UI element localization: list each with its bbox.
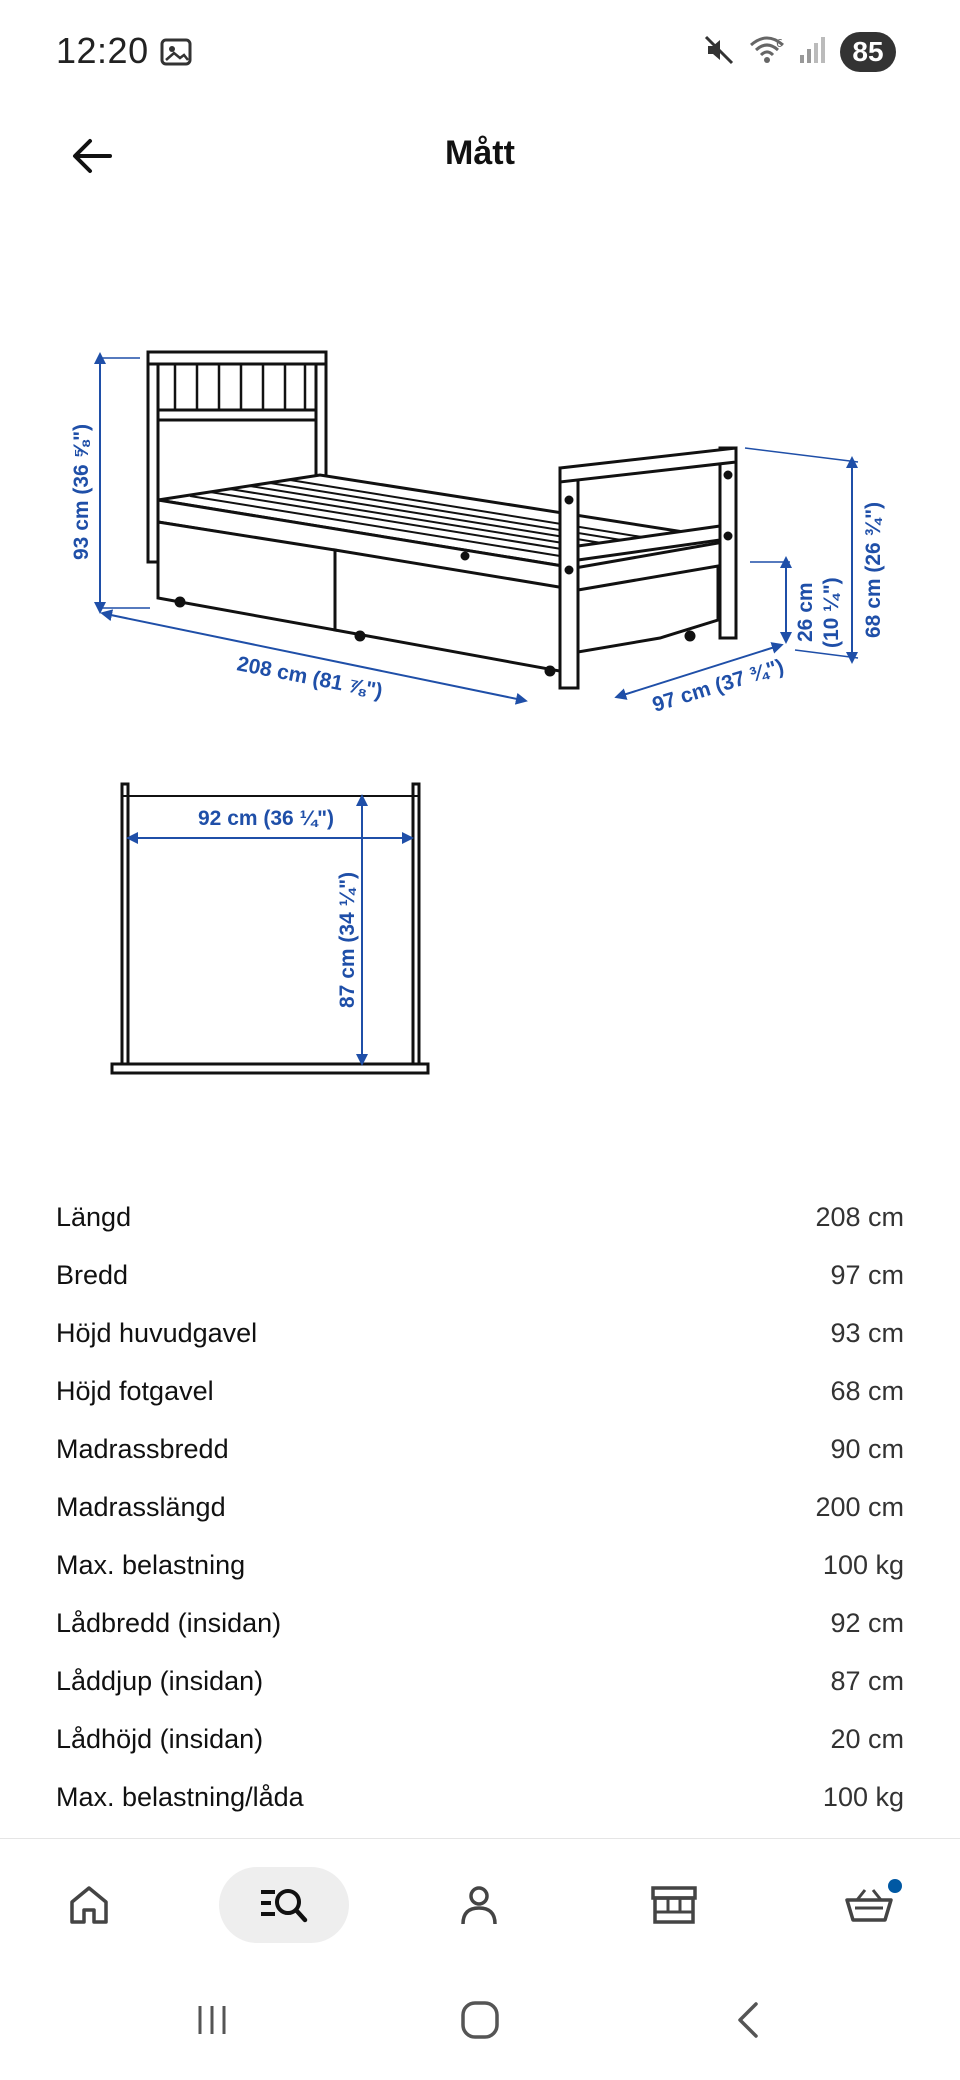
cart-icon bbox=[843, 1882, 895, 1928]
dim-drawer-inner-width: 92 cm (36 ¼") bbox=[198, 807, 335, 830]
spec-value: 90 cm bbox=[830, 1433, 904, 1464]
cart-badge-dot bbox=[888, 1879, 902, 1893]
app-bar bbox=[0, 104, 960, 208]
profile-icon bbox=[456, 1882, 502, 1928]
nav-profile[interactable] bbox=[414, 1867, 544, 1943]
spec-row bbox=[56, 1304, 904, 1362]
status-bar bbox=[0, 0, 960, 104]
spec-label: Höjd huvudgavel bbox=[56, 1317, 258, 1348]
recent-apps-button[interactable] bbox=[172, 1990, 252, 2050]
spec-value: 200 cm bbox=[815, 1491, 904, 1522]
spec-label: Låddjup (insidan) bbox=[56, 1665, 264, 1696]
dimension-illustration bbox=[0, 300, 960, 1100]
spec-value: 100 kg bbox=[822, 1781, 904, 1812]
system-nav bbox=[0, 1970, 960, 2080]
home-icon bbox=[66, 1882, 112, 1928]
signal-icon bbox=[798, 35, 828, 70]
dim-length: 208 cm (81 ⅞") bbox=[235, 652, 385, 704]
svg-text:6: 6 bbox=[776, 36, 783, 50]
mute-icon bbox=[702, 33, 736, 72]
dim-drawer-inner-depth: 87 cm (34 ¼") bbox=[336, 871, 359, 1008]
nav-home[interactable] bbox=[24, 1867, 154, 1943]
home-system-button[interactable] bbox=[440, 1990, 520, 2050]
dim-drawer-clearance-in: (10 ¼") bbox=[820, 577, 843, 648]
spec-row bbox=[56, 1594, 904, 1652]
spec-row bbox=[56, 1768, 904, 1826]
back-system-button[interactable] bbox=[708, 1990, 788, 2050]
dim-width: 97 cm (37 ¾") bbox=[649, 655, 787, 717]
nav-store[interactable] bbox=[609, 1867, 739, 1943]
spec-value: 20 cm bbox=[830, 1723, 904, 1754]
spec-row bbox=[56, 1536, 904, 1594]
bottom-nav bbox=[0, 1839, 960, 1969]
status-time: 12:20 bbox=[56, 30, 149, 71]
bed-drawing bbox=[148, 352, 736, 688]
nav-cart[interactable] bbox=[804, 1867, 934, 1943]
battery-indicator: 85 bbox=[840, 32, 896, 72]
spec-label: Längd bbox=[56, 1201, 132, 1232]
spec-value: 97 cm bbox=[830, 1259, 904, 1290]
spec-label: Madrasslängd bbox=[56, 1491, 226, 1522]
spec-value: 93 cm bbox=[830, 1317, 904, 1348]
spec-row bbox=[56, 1420, 904, 1478]
spec-label: Höjd fotgavel bbox=[56, 1375, 214, 1406]
nav-search[interactable] bbox=[219, 1867, 349, 1943]
bed-dimension-drawing bbox=[0, 300, 960, 1100]
store-icon bbox=[649, 1882, 699, 1928]
specs-table bbox=[56, 1188, 904, 1826]
search-list-icon bbox=[257, 1882, 311, 1928]
dim-drawer-clearance: 26 cm bbox=[794, 582, 817, 642]
recent-apps-icon bbox=[192, 2000, 232, 2040]
spec-label: Bredd bbox=[56, 1259, 129, 1290]
spec-label: Max. belastning/låda bbox=[56, 1781, 304, 1812]
screenshot-icon bbox=[160, 36, 192, 68]
spec-label: Lådhöjd (insidan) bbox=[56, 1723, 264, 1754]
spec-label: Madrassbredd bbox=[56, 1433, 229, 1464]
spec-row bbox=[56, 1246, 904, 1304]
dim-footboard-height: 68 cm (26 ¾") bbox=[862, 501, 885, 638]
page-title: Mått bbox=[445, 134, 515, 172]
back-chevron-icon bbox=[730, 1998, 766, 2042]
spec-row bbox=[56, 1652, 904, 1710]
spec-row bbox=[56, 1710, 904, 1768]
spec-label: Lådbredd (insidan) bbox=[56, 1607, 282, 1638]
spec-label: Max. belastning bbox=[56, 1549, 246, 1580]
spec-row bbox=[56, 1362, 904, 1420]
spec-value: 92 cm bbox=[830, 1607, 904, 1638]
spec-value: 100 kg bbox=[822, 1549, 904, 1580]
dim-headboard-height: 93 cm (36 ⅝") bbox=[70, 423, 93, 560]
spec-row bbox=[56, 1478, 904, 1536]
wifi-icon bbox=[748, 33, 786, 72]
spec-value: 208 cm bbox=[815, 1201, 904, 1232]
status-icons bbox=[702, 30, 896, 74]
home-circle-icon bbox=[458, 1998, 502, 2042]
spec-value: 68 cm bbox=[830, 1375, 904, 1406]
spec-value: 87 cm bbox=[830, 1665, 904, 1696]
spec-row bbox=[56, 1188, 904, 1246]
